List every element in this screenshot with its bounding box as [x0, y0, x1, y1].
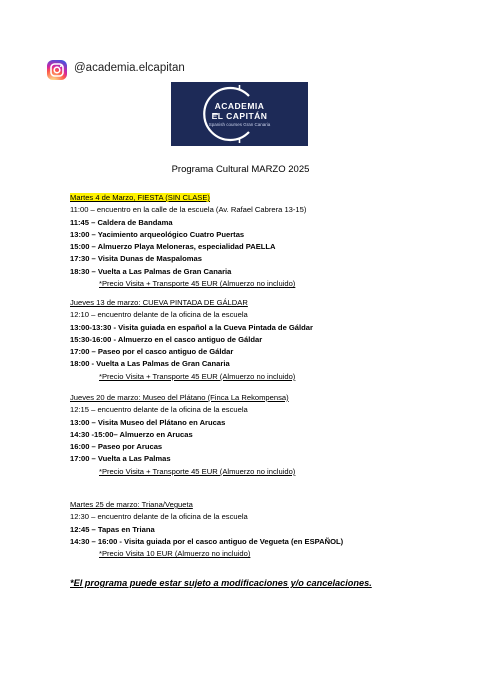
schedule-item: 12:45 – Tapas en Triana: [70, 524, 155, 534]
instagram-handle[interactable]: @academia.elcapitan: [74, 62, 185, 74]
logo-line-2: EL CAPITÁN: [211, 111, 268, 121]
schedule-item: 16:00 – Paseo por Arucas: [70, 442, 163, 452]
schedule-item: 18:30 – Vuelta a Las Palmas de Gran Canaria: [70, 266, 232, 276]
program-section-4: [70, 499, 343, 560]
program-section-3: [70, 392, 295, 478]
section-header: Martes 4 de Marzo, FIESTA (SIN CLASE): [70, 193, 210, 202]
program-section-1: [70, 192, 306, 290]
price-note: *Precio Visita 10 EUR (Almuerzo no incluido): [99, 549, 251, 559]
section-header: Jueves 20 de marzo: Museo del Plátano (Finca La Rekompensa): [70, 393, 289, 402]
schedule-item: 13:00-13:30 - Visita guiada en español a la Cueva Pintada de Gáldar: [70, 322, 313, 332]
schedule-item: 11:45 – Caldera de Bandama: [70, 217, 173, 227]
schedule-item: 12:10 – encuentro delante de la oficina de la escuela: [70, 310, 248, 320]
schedule-item: 17:00 – Paseo por el casco antiguo de Gáldar: [70, 347, 234, 357]
program-section-2: [70, 297, 313, 383]
footnote: *El programa puede estar sujeto a modificaciones y/o cancelaciones.: [70, 578, 372, 588]
price-note: *Precio Visita + Transporte 45 EUR (Almuerzo no incluido): [99, 371, 296, 381]
schedule-item: 14:30 -15:00– Almuerzo en Arucas: [70, 429, 193, 439]
schedule-item: 13:00 – Visita Museo del Plátano en Arucas: [70, 417, 226, 427]
schedule-item: 15:00 – Almuerzo Playa Meloneras, especialidad PAELLA: [70, 242, 276, 252]
price-note: *Precio Visita + Transporte 45 EUR (Almuerzo no incluido): [99, 466, 296, 476]
school-logo: [171, 82, 308, 146]
page-title: Programa Cultural MARZO 2025: [171, 164, 310, 175]
schedule-item: 12:15 – encuentro delante de la oficina de la escuela: [70, 405, 248, 415]
schedule-item: 14:30 – 16:00 - Visita guiada por el casco antiguo de Vegueta (en ESPAÑOL): [70, 536, 344, 546]
schedule-item: 12:30 – encuentro delante de la oficina de la escuela: [70, 512, 248, 522]
schedule-item: 17:30 – Visita Dunas de Maspalomas: [70, 254, 202, 264]
schedule-item: 15:30-16:00 - Almuerzo en el casco antiguo de Gáldar: [70, 334, 263, 344]
instagram-icon: [47, 60, 67, 80]
schedule-item: 11:00 – encuentro en la calle de la escuela (Av. Rafael Cabrera 13-15): [70, 205, 307, 215]
price-note: *Precio Visita + Transporte 45 EUR (Almuerzo no incluido): [99, 279, 296, 289]
logo-line-1: ACADEMIA: [214, 101, 265, 111]
section-header: Jueves 13 de marzo: CUEVA PINTADA DE GÁLDAR: [70, 298, 248, 307]
schedule-item: 13:00 – Yacimiento arqueológico Cuatro Puertas: [70, 229, 245, 239]
schedule-item: 18:00 - Vuelta a Las Palmas de Gran Canaria: [70, 359, 230, 369]
schedule-item: 17:00 – Vuelta a Las Palmas: [70, 454, 171, 464]
logo-tagline: Spanish courses Gran Canaria: [208, 122, 271, 127]
section-header: Martes 25 de marzo: Triana/Vegueta: [70, 500, 193, 509]
